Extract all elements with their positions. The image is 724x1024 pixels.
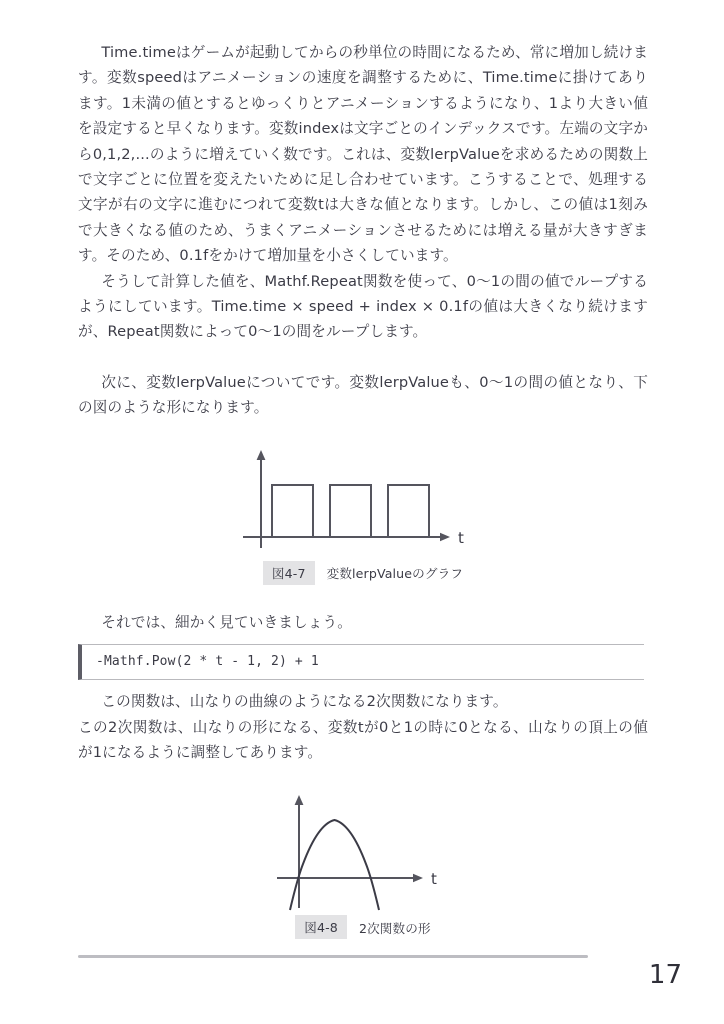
figure-4-8-caption xyxy=(295,915,430,939)
spacer xyxy=(78,421,648,446)
figure-4-7-graph xyxy=(243,446,483,561)
spacer xyxy=(78,765,648,790)
parabola-curve xyxy=(290,820,379,910)
y-axis-arrowhead xyxy=(295,795,304,805)
figure-4-8 xyxy=(78,790,648,939)
pulse-2 xyxy=(330,485,371,537)
code-block xyxy=(78,644,644,680)
footer-divider xyxy=(78,955,588,958)
paragraph-5: この関数は、山なりの曲線のようになる2次関数になります。 xyxy=(101,693,508,711)
code-line: -Mathf.Pow(2 * t - 1, 2) + 1 xyxy=(96,654,319,670)
paragraph-3: 次に、変数lerpValueについてです。変数lerpValueも、0〜1の間の値となり、下の図のような形になります。 xyxy=(78,373,648,417)
figure-number-badge: 図4-7 xyxy=(263,561,315,585)
figure-4-7 xyxy=(78,446,648,585)
spacer xyxy=(78,585,648,610)
spacer xyxy=(78,345,648,370)
page-content xyxy=(78,40,648,939)
paragraph-1: Time.timeはゲームが起動してからの秒単位の時間になるため、常に増加し続けます。変数speedはアニメーションの速度を調整するために、Time.timeに掛けてあります。1未満の値とするとゆっくりとアニメーションするようになり、1より大きい値を設定すると早くなります。変数indexは文字ごとのインデックスです。左端の文字から0,1,2,...のように増えていく数です。これは、変数lerpValueを求めるための関数上で文字ごとに位置を変えたいために足し合わせています。こうすることで、処理する文字が右の文字に進むにつれて変数tは大きな値となります。しかし、この値は1刻みで大きくなる値のため、うまくアニメーションさせるためには増える量が大きすぎます。そのため、0.1fをかけて増加量を小さくしています。 xyxy=(78,44,648,265)
x-axis-arrowhead xyxy=(440,532,450,540)
paragraph-2: そうして計算した値を、Mathf.Repeat関数を使って、0〜1の間の値でループするようにしています。Time.time × speed + index × 0.1fの値は大きくなり続けますが、Repeat関数によって0〜1の間をループします。 xyxy=(78,272,648,341)
figure-title: 2次関数の形 xyxy=(358,920,431,936)
figure-title: 変数lerpValueのグラフ xyxy=(326,566,464,582)
spacer xyxy=(78,635,648,644)
figure-number-badge: 図4-8 xyxy=(295,915,347,939)
pulse-1 xyxy=(272,485,313,537)
x-axis-label: t xyxy=(431,870,437,889)
page-number: 17 xyxy=(648,960,682,990)
pulse-3 xyxy=(388,485,429,537)
figure-4-8-graph xyxy=(273,790,453,915)
x-axis-label: t xyxy=(458,528,464,547)
spacer xyxy=(78,680,648,689)
x-axis-arrowhead xyxy=(413,874,423,882)
paragraph-6: この2次関数は、山なりの形になる、変数tが0と1の時に0となる、山なりの頂上の値が1になるように調整してあります。 xyxy=(78,718,648,761)
figure-4-7-caption xyxy=(263,561,463,585)
y-axis-arrowhead xyxy=(257,450,266,460)
paragraph-4: それでは、細かく見ていきましょう。 xyxy=(101,613,352,631)
